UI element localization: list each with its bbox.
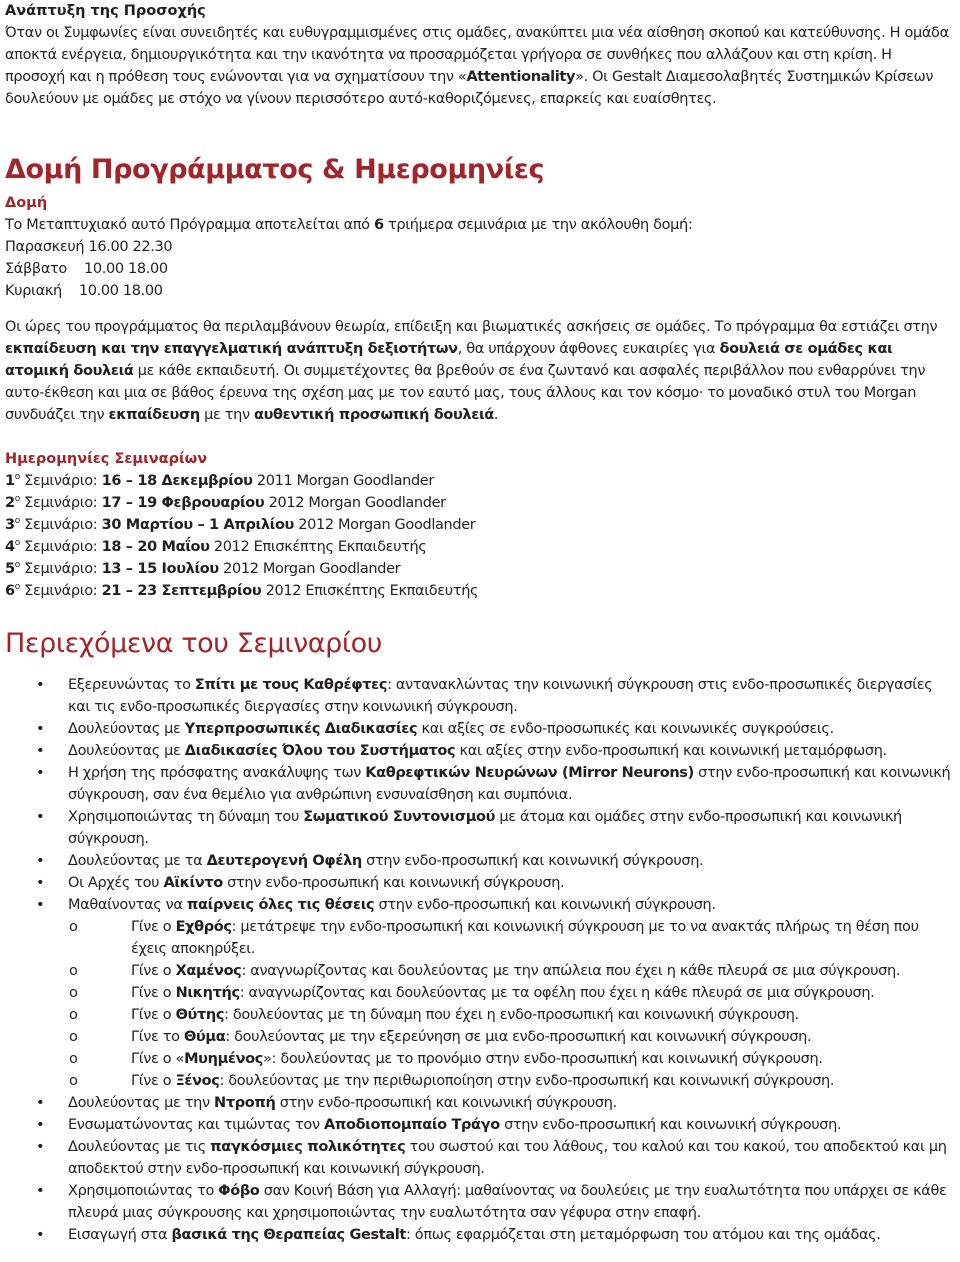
list-item: • Δουλεύοντας με τις παγκόσμιες πολικότητες του σωστού και του λάθους, του καλού και του κακού, του αποδεκτού και μη αποδεκτού στην ενδο-προσωπική και κοινωνική σύγκρουση.	[5, 1136, 955, 1180]
list-item: • Δουλεύοντας με Υπερπροσωπικές Διαδικασίες και αξίες σε ενδο-προσωπικές και κοινωνικές συγκρούσεις.	[5, 718, 955, 740]
document-page	[5, 0, 955, 1246]
program-structure-title: Δομή Προγράμματος & Ημερομηνίες	[5, 154, 545, 185]
structure-subtitle: Δομή	[5, 195, 48, 211]
sub-list-item: o Γίνε ο Νικητής: αναγνωρίζοντας και δουλεύοντας με τα οφέλη που έχει η κάθε πλευρά σε μια σύγκρουση.	[5, 982, 955, 1004]
bullet-icon: •	[36, 677, 45, 693]
roles-sublist	[5, 916, 955, 1092]
structure-line: Το Μεταπτυχιακό αυτό Πρόγραμμα αποτελείται από 6 τριήμερα σεμινάρια με την ακόλουθη δομή:	[5, 217, 693, 233]
sub-list-item: o Γίνε ο Εχθρός: μετάτρεψε την ενδο-προσωπική και κοινωνική σύγκρουση με το να ανακτάς πλήρως τη θέση που έχεις αποκηρύξει.	[5, 916, 955, 960]
list-item: • Οι Αρχές του Αϊκίντο στην ενδο-προσωπική και κοινωνική σύγκρουση.	[5, 872, 955, 894]
list-item: • Ενσωματώνοντας και τιμώντας τον Αποδιοπομπαίο Τράγο στην ενδο-προσωπική και κοινωνική σύγκρουση.	[5, 1114, 955, 1136]
section-heading-attention: Ανάπτυξη της Προσοχής	[5, 3, 206, 19]
list-item: • Χρησιμοποιώντας το Φόβο σαν Κοινή Βάση για Αλλαγή: μαθαίνοντας να δουλεύεις με την ευαλωτότητα που υπάρχει σε κάθε πλευρά μιας σύγκρουσης και χρησιμοποιώντας την ευαλωτότητα σαν γέφυρα στην επαφή.	[5, 1180, 955, 1224]
seminar-date-item: $4^o$ Σεμινάριο: 18 – 20 Μαΐου 2012 Επισκέπτης Εκπαιδευτής	[5, 538, 427, 555]
circle-bullet-icon: o	[69, 919, 78, 935]
circle-bullet-icon: o	[69, 1029, 78, 1045]
sub-list-item: o Γίνε ο Χαμένος: αναγνωρίζοντας και δουλεύοντας με την απώλεια που έχει η κάθε πλευρά σε μια σύγκρουση.	[5, 960, 955, 982]
circle-bullet-icon: o	[69, 963, 78, 979]
schedule-row: Σάββατο 10.00 18.00	[5, 261, 168, 277]
bullet-icon: •	[36, 721, 45, 737]
seminar-date-item: $5^o$ Σεμινάριο: 13 – 15 Ιουλίου 2012 Morgan Goodlander	[5, 560, 401, 577]
bullet-icon: •	[36, 809, 45, 825]
bullet-icon: •	[36, 897, 45, 913]
bullet-icon: •	[36, 1183, 45, 1199]
circle-bullet-icon: o	[69, 1073, 78, 1089]
bullet-icon: •	[36, 765, 45, 781]
list-item: • Εισαγωγή στα βασικά της Θεραπείας Gestalt: όπως εφαρμόζεται στη μεταμόρφωση του ατόμου και της ομάδας.	[5, 1224, 955, 1246]
list-item: • Δουλεύοντας με την Ντροπή στην ενδο-προσωπική και κοινωνική σύγκρουση.	[5, 1092, 955, 1114]
circle-bullet-icon: o	[69, 1007, 78, 1023]
list-item: • Εξερευνώντας το Σπίτι με τους Καθρέφτες: αντανακλώντας την κοινωνική σύγκρουση στις ενδο-προσωπικές διεργασίες και τις ενδο-προσωπικές διεργασίες στην κοινωνική σύγκρουση.	[5, 674, 955, 718]
seminar-date-item: $1^o$ Σεμινάριο: 16 – 18 Δεκεμβρίου 2011 Morgan Goodlander	[5, 472, 434, 489]
dates-title: Ημερομηνίες Σεμιναρίων	[5, 451, 208, 467]
sub-list-item: o Γίνε ο Θύτης: δουλεύοντας με τη δύναμη που έχει η ενδο-προσωπική και κοινωνική σύγκρουση.	[5, 1004, 955, 1026]
seminar-date-item: $3^o$ Σεμινάριο: 30 Μαρτίου – 1 Απριλίου 2012 Morgan Goodlander	[5, 516, 476, 533]
bullet-icon: •	[36, 853, 45, 869]
contents-list	[5, 674, 955, 916]
list-item: • Η χρήση της πρόσφατης ανακάλυψης των Καθρεφτικών Νευρώνων (Mirror Neurons) στην ενδο-προσωπική και κοινωνική σύγκρουση, σαν ένα θεμέλιο για ανθρώπινη ενσυναίσθηση και συμπόνια.	[5, 762, 955, 806]
sub-list-item: o Γίνε ο «Μυημένος»: δουλεύοντας με το προνόμιο στην ενδο-προσωπική και κοινωνική σύγκρουση.	[5, 1048, 955, 1070]
bullet-icon: •	[36, 1095, 45, 1111]
circle-bullet-icon: o	[69, 985, 78, 1001]
schedule-row: Παρασκευή 16.00 22.30	[5, 239, 173, 255]
sub-list-item: o Γίνε το Θύμα: δουλεύοντας με την εξερεύνηση σε μια ενδο-προσωπική και κοινωνική σύγκρουση.	[5, 1026, 955, 1048]
intro-paragraph: Όταν οι Συμφωνίες είναι συνειδητές και ευθυγραμμισμένες στις ομάδες, ανακύπτει μια νέα αίσθηση σκοπού και κατεύθυνσης. Η ομάδα αποκτά ενέργεια, δημιουργικότητα και την ικανότητα να προσαρμόζεται γρήγορα σε συνθήκες που αλλάζουν και στη κρίση. Η προσοχή και η πρόθεση τους ενώνονται για να σχηματίσουν την «Attentionality». Οι Gestalt Διαμεσολαβητές Συστημικών Κρίσεων δουλεύουν με ομάδες με στόχο να γίνουν περισσότερο αυτό-καθοριζόμενες, επαρκείς και ευαίσθητες.	[5, 25, 949, 107]
structure-paragraph: Οι ώρες του προγράμματος θα περιλαμβάνουν θεωρία, επίδειξη και βιωματικές ασκήσεις σε ομάδες. Το πρόγραμμα θα εστιάζει στην εκπαίδευση και την επαγγελματική ανάπτυξη δεξιοτήτων, θα υπάρχουν άφθονες ευκαιρίες για δουλειά σε ομάδες και ατομική δουλειά με κάθε εκπαιδευτή. Οι συμμετέχοντες θα βρεθούν σε ένα ζωντανό και ασφαλές περιβάλλον που ενθαρρύνει την αυτο-έκθεση και μια σε βάθος έρευνα της σχέση μας με τον εαυτό μας, τους άλλους και τον κόσμο· το μοναδικό στυλ του Morgan συνδυάζει την εκπαίδευση με την αυθεντική προσωπική δουλειά.	[5, 319, 938, 423]
circle-bullet-icon: o	[69, 1051, 78, 1067]
bullet-icon: •	[36, 1227, 45, 1243]
list-item: • Μαθαίνοντας να παίρνεις όλες τις θέσεις στην ενδο-προσωπική και κοινωνική σύγκρουση.	[5, 894, 955, 916]
dates-list	[5, 470, 955, 602]
bullet-icon: •	[36, 743, 45, 759]
bullet-icon: •	[36, 875, 45, 891]
schedule-row: Κυριακή 10.00 18.00	[5, 283, 163, 299]
seminar-date-item: $6^o$ Σεμινάριο: 21 – 23 Σεπτεμβρίου 2012 Επισκέπτης Εκπαιδευτής	[5, 582, 479, 599]
sub-list-item: o Γίνε ο Ξένος: δουλεύοντας με την περιθωριοποίηση στην ενδο-προσωπική και κοινωνική σύγκρουση.	[5, 1070, 955, 1092]
seminar-contents-title: Περιεχόμενα του Σεμιναρίου	[5, 628, 382, 659]
list-item: • Δουλεύοντας με Διαδικασίες Όλου του Συστήματος και αξίες στην ενδο-προσωπική και κοινωνική μεταμόρφωση.	[5, 740, 955, 762]
bullet-icon: •	[36, 1139, 45, 1155]
seminar-date-item: $2^o$ Σεμινάριο: 17 – 19 Φεβρουαρίου 2012 Morgan Goodlander	[5, 494, 446, 511]
contents-list-continued	[5, 1092, 955, 1246]
list-item: • Χρησιμοποιώντας τη δύναμη του Σωματικού Συντονισμού με άτομα και ομάδες στην ενδο-προσωπική και κοινωνική σύγκρουση.	[5, 806, 955, 850]
bullet-icon: •	[36, 1117, 45, 1133]
list-item: • Δουλεύοντας με τα Δευτερογενή Οφέλη στην ενδο-προσωπική και κοινωνική σύγκρουση.	[5, 850, 955, 872]
